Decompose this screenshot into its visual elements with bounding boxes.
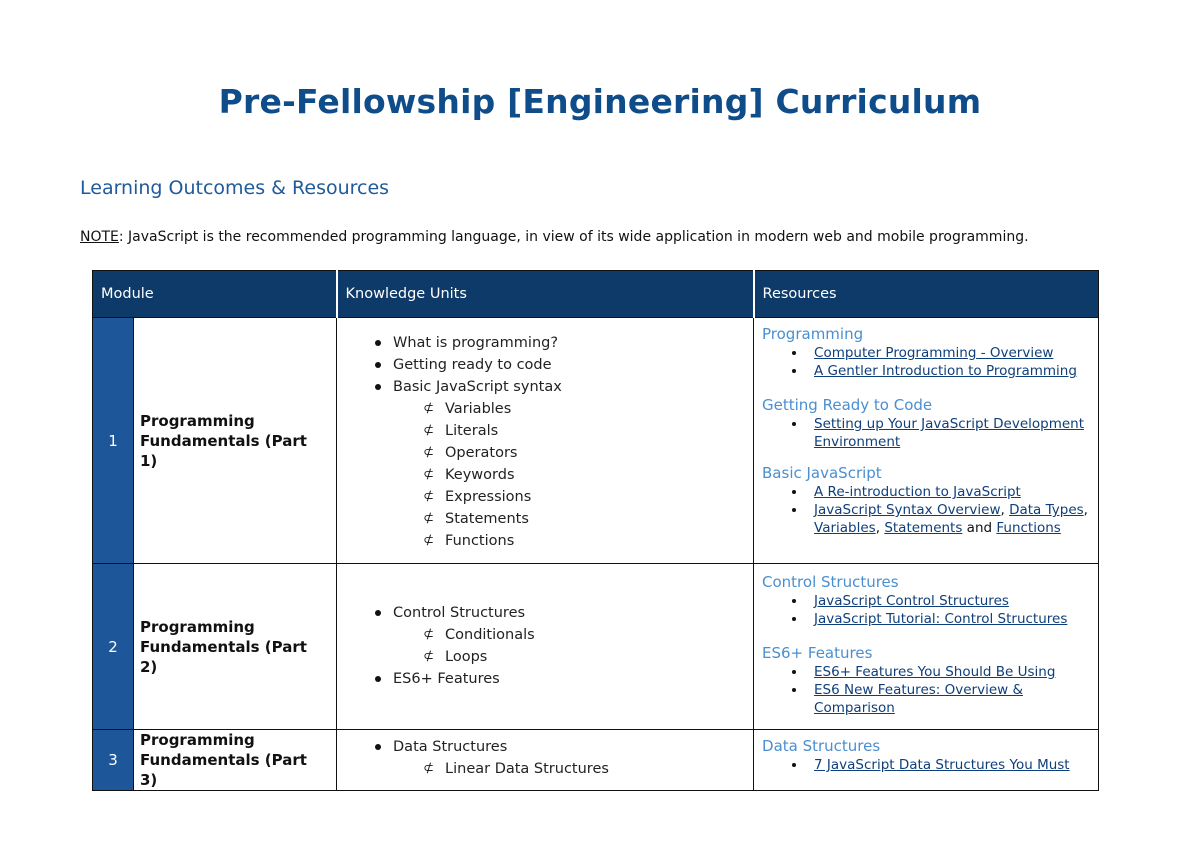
list-item: ⊄ Linear Data Structures [373,758,753,780]
module-number: 3 [93,730,134,791]
table-header-row [93,271,1099,318]
list-item: Data Structures [373,736,753,758]
knowledge-units-list [337,318,753,552]
header-resources: Resources [754,271,1099,318]
separator: , [1000,502,1010,518]
module-number: 1 [93,318,134,564]
resources-cell [754,318,1099,564]
list-item: ES6+ Features [373,668,753,690]
resource-link[interactable]: Setting up Your JavaScript Development Environment [814,416,1085,450]
list-item: ⊄ Keywords [373,464,753,486]
separator: , [875,520,885,536]
resource-heading: ES6+ Features [762,644,873,662]
resource-heading: Control Structures [762,573,899,591]
resources-cell [754,564,1099,730]
list-item [792,501,1090,537]
resource-heading: Basic JavaScript [762,464,882,482]
resource-link[interactable]: Data Types [1009,502,1084,518]
resource-list [762,756,1090,774]
knowledge-units-list [337,564,753,690]
header-module: Module [93,271,337,318]
separator: and [962,520,997,536]
page-title: Pre-Fellowship [Engineering] Curriculum [218,82,982,121]
resource-link[interactable]: ES6+ Features You Should Be Using [814,664,1056,680]
list-item: ⊄ Variables [373,398,753,420]
resource-link[interactable]: A Gentler Introduction to Programming [814,363,1077,379]
list-item: ⊄ Conditionals [373,624,753,646]
resource-link[interactable]: 7 JavaScript Data Structures You Must [814,757,1070,773]
resource-link[interactable]: ES6 New Features: Overview & Comparison [814,682,1023,716]
resource-list [762,663,1090,717]
resource-heading: Programming [762,325,864,343]
curriculum-table [92,270,1099,791]
table-row [93,730,1099,791]
resource-list [762,415,1090,451]
resource-link[interactable]: Computer Programming - Overview [814,345,1054,361]
resource-list [762,592,1090,628]
list-item [792,681,1090,717]
module-name: Programming Fundamentals (Part 2) [134,564,337,730]
knowledge-units-cell [337,730,754,791]
resource-link[interactable]: JavaScript Syntax Overview [814,502,1001,518]
list-item: Basic JavaScript syntax [373,376,753,398]
knowledge-units-cell [337,564,754,730]
resource-link[interactable]: A Re-introduction to JavaScript [814,484,1021,500]
resource-list [762,483,1090,537]
header-knowledge-units: Knowledge Units [337,271,754,318]
note-text: : JavaScript is the recommended programming language, in view of its wide application in modern web and mobile programming. [118,229,1029,245]
module-number: 2 [93,564,134,730]
table-row [93,318,1099,564]
module-name: Programming Fundamentals (Part 3) [134,730,337,791]
knowledge-units-cell [337,318,754,564]
resource-link[interactable]: Functions [996,520,1061,536]
note-label: NOTE [80,229,119,245]
module-name: Programming Fundamentals (Part 1) [134,318,337,564]
separator: , [1083,502,1088,518]
section-heading: Learning Outcomes & Resources [80,177,390,199]
list-item: ⊄ Literals [373,420,753,442]
list-item: What is programming? [373,332,753,354]
list-item [792,415,1090,451]
resource-heading: Getting Ready to Code [762,396,933,414]
resource-link[interactable]: JavaScript Tutorial: Control Structures [814,611,1068,627]
list-item: ⊄ Statements [373,508,753,530]
list-item: ⊄ Expressions [373,486,753,508]
resource-list [762,344,1090,380]
note-paragraph [80,229,1029,245]
knowledge-units-list [337,730,753,780]
list-item [792,344,1090,362]
resource-link[interactable]: JavaScript Control Structures [814,593,1009,609]
table-row [93,564,1099,730]
list-item [792,663,1090,681]
list-item [792,592,1090,610]
list-item: Control Structures [373,602,753,624]
list-item [792,483,1090,501]
resource-link[interactable]: Statements [884,520,963,536]
list-item [792,756,1090,774]
list-item: ⊄ Operators [373,442,753,464]
list-item [792,610,1090,628]
resource-heading: Data Structures [762,737,881,755]
list-item: ⊄ Loops [373,646,753,668]
list-item: Getting ready to code [373,354,753,376]
resources-cell [754,730,1099,791]
list-item [792,362,1090,380]
resource-link[interactable]: Variables [814,520,876,536]
list-item: ⊄ Functions [373,530,753,552]
